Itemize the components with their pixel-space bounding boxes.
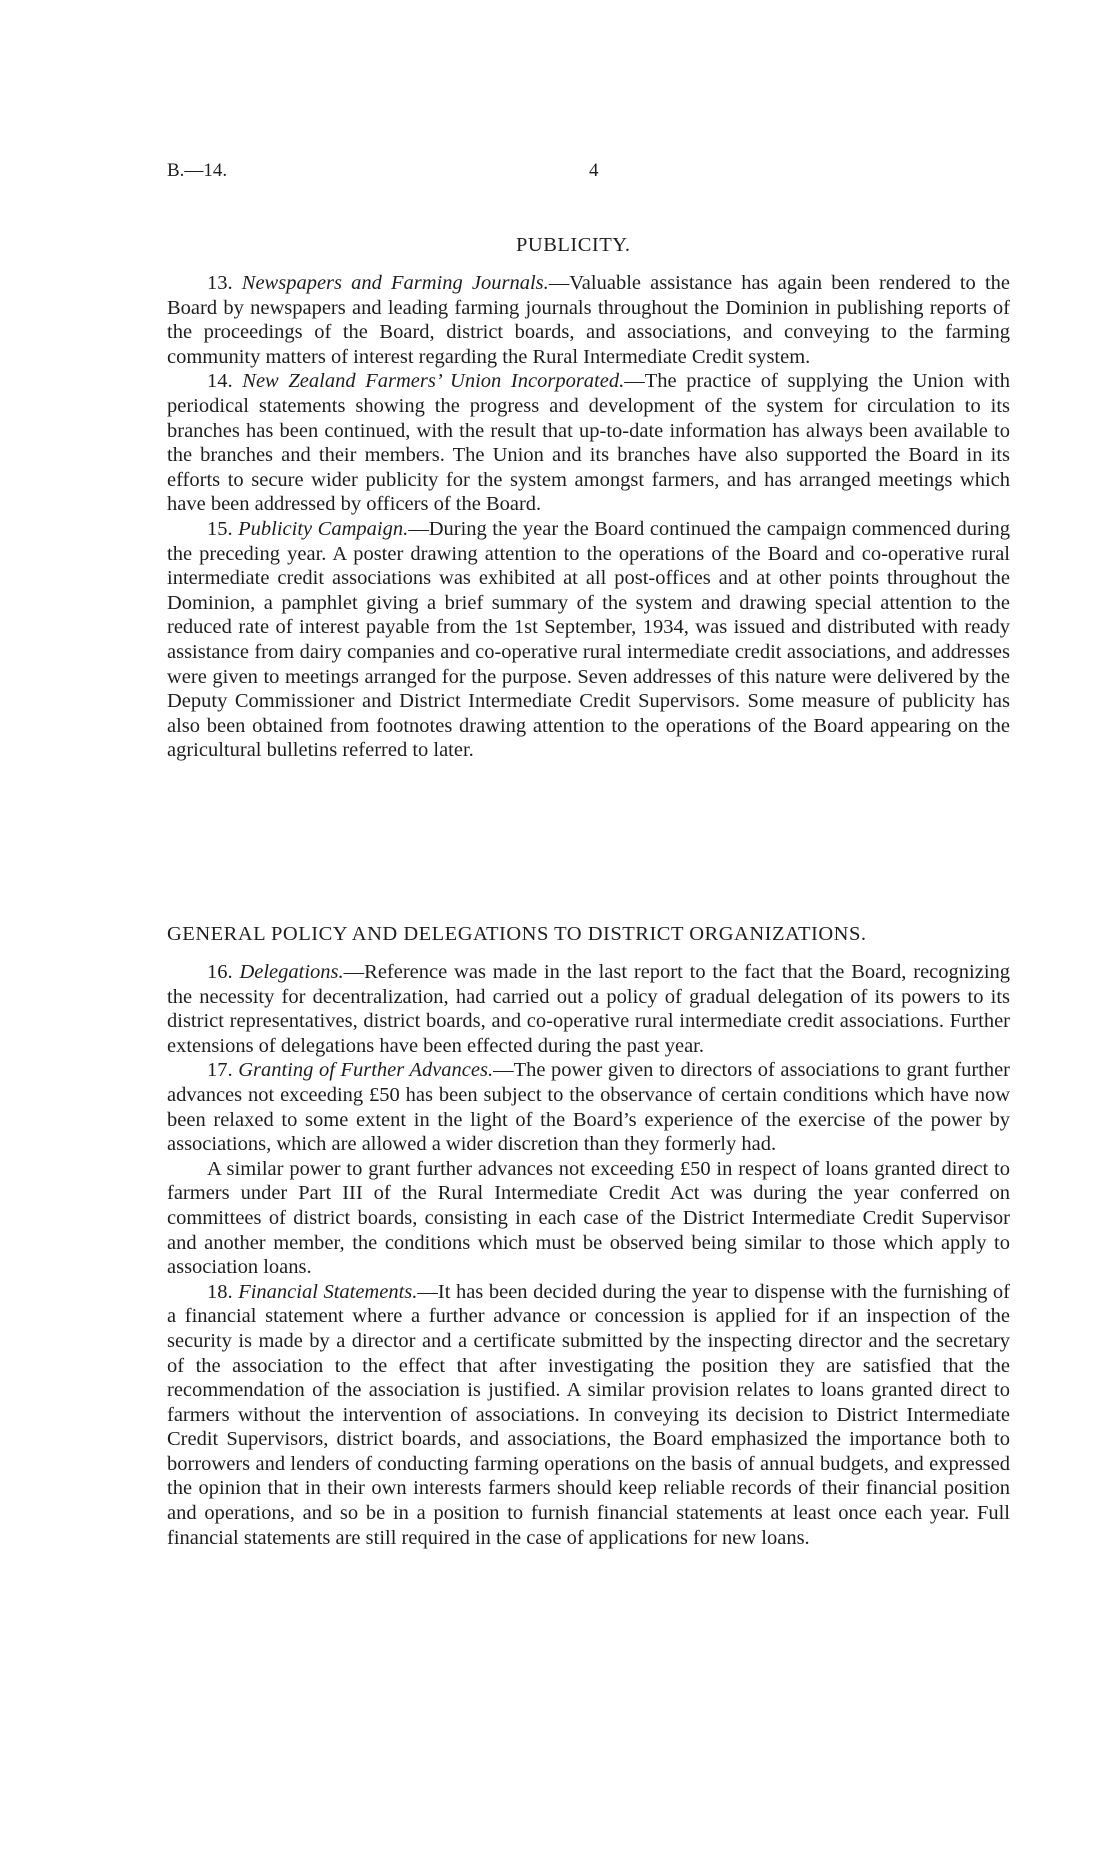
section-title-publicity: PUBLICITY. [516,234,631,256]
paragraph-heading: Newspapers and Farming Journals. [241,272,549,294]
paragraph-text: —Valuable assistance has again been rendered to the Board by newspapers and leading farming journals throughout the Dominion in publishing reports of the proceedings of the Board, district boards, and associations, and conveying to the farming community matters of interest regarding the Rural Intermediate Credit system. [167,272,1010,368]
paragraph-number: 13. [207,272,233,294]
paragraph-heading: New Zealand Farmers’ Union Incorporated. [242,370,625,393]
paragraph-heading: Delegations. [239,961,344,983]
paragraph-16 [167,960,1010,1058]
paragraph-heading: Granting of Further Advances. [238,1059,494,1082]
publicity-section [167,271,1010,763]
paragraph-number: 14. [207,370,233,393]
page-number: 4 [589,160,599,181]
paragraph-number: 16. [207,961,233,983]
paragraph-number: 18. [207,1280,233,1303]
paragraph-text: —The power given to directors of associations to grant further advances not exceeding £50 has been subject to the observance of certain conditions which have now been relaxed to some extent in the light of the Board’s experience of the exercise of the power by associations, which are allowed a wider discretion than they formerly had. [167,1059,1011,1156]
section-title-general-policy: GENERAL POLICY AND DELEGATIONS TO DISTRICT ORGANIZATIONS. [167,923,867,945]
general-policy-section [167,960,1010,1550]
paragraph-number: 17. [207,1059,233,1082]
paragraph-heading: Financial Statements. [238,1280,418,1303]
paragraph-14 [167,369,1010,517]
paragraph-17-continued [167,1157,1010,1280]
paragraph-text: —Reference was made in the last report to the fact that the Board, recognizing the necessity for decentralization, had carried out a policy of gradual delegation of its powers to its district representatives, district boards, and co-operative rural intermediate credit associations. Further extensions of delegations have been effected during the past year. [167,961,1011,1057]
paragraph-text: —During the year the Board continued the campaign commenced during the preceding year. A poster drawing attention to the operations of the Board and co-operative rural intermediate credit associations was exhibited at all post-offices and at other points throughout the Dominion, a pamphlet giving a brief summary of the system and drawing special attention to the reduced rate of interest payable from the 1st September, 1934, was issued and distributed with ready assistance from dairy companies and co-operative rural intermediate credit associations, and addresses were given to meetings arranged for the purpose. Seven addresses of this nature were delivered by the Deputy Commissioner and District Intermediate Credit Supervisors. Some measure of publicity has also been obtained from footnotes drawing attention to the operations of the Board appearing on the agricultural bulletins referred to later. [167,517,1011,762]
paragraph-heading: Publicity Campaign. [238,517,409,540]
paragraph-18 [167,1280,1010,1551]
paragraph-text: —It has been decided during the year to dispense with the furnishing of a financial statement where a further advance or concession is applied for if an inspection of the security is made by a director and a certificate submitted by the inspecting director and the secretary of the association to the effect that after investigating the position they are satisfied that the recommendation of the association is justified. A similar provision relates to loans granted direct to farmers without the intervention of associations. In conveying its decision to District Intermediate Credit Supervisors, district boards, and associations, the Board emphasized the importance both to borrowers and lenders of conducting farming operations on the basis of annual budgets, and expressed the opinion that in their own interests farmers should keep reliable records of their financial position and operations, and so be in a position to furnish financial statements at least once each year. Full financial statements are still required in the case of applications for new loans. [167,1280,1011,1549]
page-header [167,160,1010,190]
paragraph-number: 15. [207,517,233,540]
paragraph-text: A similar power to grant further advances not exceeding £50 in respect of loans granted direct to farmers under Part III of the Rural Intermediate Credit Act was during the year conferred on committees of district boards, consisting in each case of the District Intermediate Credit Supervisor and another member, the conditions which must be observed being similar to those which apply to association loans. [167,1157,1010,1279]
paragraph-17 [167,1058,1010,1156]
document-reference: B.—14. [167,160,228,181]
paragraph-13 [167,271,1010,369]
paragraph-15 [167,517,1010,763]
paragraph-text: —The practice of supplying the Union with periodical statements showing the progress and development of the system for circulation to its branches has been continued, with the result that up-to-date information has always been available to the branches and their members. The Union and its branches have also supported the Board in its efforts to secure wider publicity for the system amongst farmers, and has arranged meetings which have been addressed by officers of the Board. [167,370,1011,516]
